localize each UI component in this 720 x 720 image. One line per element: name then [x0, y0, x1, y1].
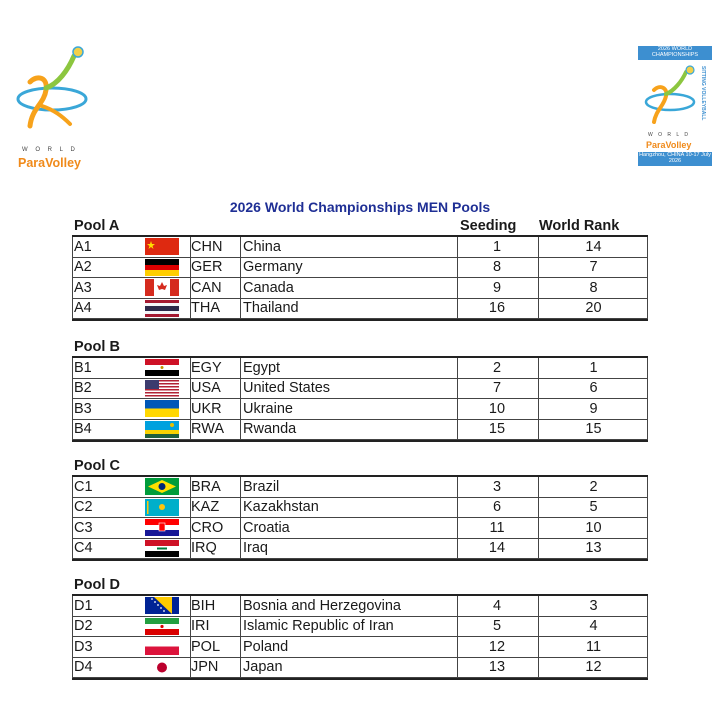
position-cell: B1	[74, 359, 92, 376]
pool-rows	[72, 358, 648, 442]
world-rank-cell: 20	[585, 300, 602, 317]
position-cell: B2	[74, 380, 92, 397]
position-cell: A2	[74, 259, 92, 276]
iran-flag-icon	[145, 618, 179, 635]
table-row	[72, 379, 648, 400]
column-divider	[647, 596, 648, 678]
country-code-cell: IRQ	[191, 540, 217, 557]
paravolley-emblem-icon	[12, 44, 92, 144]
country-code-cell: UKR	[191, 400, 222, 417]
seeding-cell: 14	[488, 540, 506, 557]
pool-header	[72, 575, 648, 596]
seeding-cell: 9	[492, 279, 502, 296]
column-divider	[190, 596, 191, 678]
seeding-cell: 12	[488, 638, 506, 655]
country-name-cell: Bosnia and Herzegovina	[243, 597, 401, 614]
china-flag-icon	[144, 237, 180, 257]
pool-name: Pool C	[74, 458, 120, 474]
thailand-flag-icon	[145, 300, 179, 317]
table-row	[72, 477, 648, 498]
table-row	[72, 399, 648, 420]
country-code-cell: CHN	[191, 238, 223, 255]
rwanda-flag-icon	[145, 421, 179, 438]
country-code-cell: JPN	[191, 659, 219, 676]
pool-d	[72, 575, 648, 680]
country-code-cell: THA	[191, 300, 220, 317]
pool-b	[72, 337, 648, 442]
column-divider	[72, 237, 73, 319]
germany-flag-icon	[145, 259, 179, 276]
country-code-cell: KAZ	[191, 499, 220, 516]
side-text: SITTING VOLLEYBALL	[700, 66, 706, 121]
country-code-cell: GER	[191, 259, 223, 276]
country-name-cell: United States	[243, 380, 331, 397]
position-cell: D4	[74, 659, 93, 676]
column-divider	[647, 237, 648, 319]
country-name-cell: China	[243, 238, 281, 255]
table-row	[72, 596, 648, 617]
table-row	[72, 617, 648, 638]
country-code-cell: RWA	[191, 421, 225, 438]
column-divider	[72, 596, 73, 678]
position-cell: D3	[74, 638, 93, 655]
kazakhstan-flag-icon	[145, 499, 179, 516]
world-rank-cell: 7	[589, 259, 598, 276]
seeding-cell: 15	[488, 421, 506, 438]
column-divider	[72, 477, 73, 559]
seeding-cell: 11	[489, 519, 505, 536]
seeding-cell: 1	[492, 238, 502, 255]
country-name-cell: Brazil	[243, 478, 280, 495]
world-rank-cell: 13	[585, 540, 602, 557]
pool-rows	[72, 237, 648, 321]
country-name-cell: Ukraine	[243, 400, 293, 417]
column-divider	[240, 237, 241, 319]
column-divider	[647, 358, 648, 440]
paravolley-wordmark: ParaVolley	[646, 140, 692, 150]
pool-rows	[72, 477, 648, 561]
page-title: 2026 World Championships MEN Pools	[229, 199, 491, 215]
column-divider	[457, 596, 458, 678]
seeding-cell: 6	[492, 499, 502, 516]
world-rank-cell: 12	[585, 659, 602, 676]
table-row	[72, 539, 648, 560]
world-caption: W O R L D	[648, 132, 690, 138]
position-cell: C4	[74, 540, 93, 557]
brazil-flag-icon	[144, 477, 180, 497]
country-code-cell: USA	[191, 380, 221, 397]
world-rank-cell: 6	[589, 380, 598, 397]
pool-name: Pool B	[74, 339, 120, 355]
world-rank-cell: 8	[589, 279, 598, 296]
bosnia-flag-icon	[144, 596, 180, 616]
position-cell: C2	[74, 499, 93, 516]
country-name-cell: Thailand	[243, 300, 299, 317]
usa-flag-icon	[145, 380, 179, 397]
column-divider	[190, 237, 191, 319]
seeding-header: Seeding	[460, 218, 517, 234]
ukraine-flag-icon	[145, 400, 179, 417]
germany-flag-icon	[144, 258, 180, 278]
country-name-cell: Kazakhstan	[243, 499, 319, 516]
croatia-flag-icon	[145, 519, 179, 536]
usa-flag-icon	[144, 379, 180, 399]
pool-header	[72, 337, 648, 358]
table-row	[72, 498, 648, 519]
pool-a	[72, 216, 648, 321]
championship-logo-right	[634, 44, 716, 172]
world-rank-cell: 11	[585, 638, 602, 655]
world-rank-cell: 14	[585, 238, 602, 255]
world-rank-cell: 15	[585, 421, 602, 438]
position-cell: B4	[74, 421, 92, 438]
seeding-cell: 10	[488, 400, 506, 417]
canada-flag-icon	[145, 279, 179, 296]
world-rank-cell: 9	[589, 400, 598, 417]
seeding-cell: 3	[492, 478, 502, 495]
iran-flag-icon	[144, 617, 180, 637]
thailand-flag-icon	[144, 299, 180, 319]
country-name-cell: Iraq	[243, 540, 268, 557]
brazil-flag-icon	[145, 478, 179, 495]
table-row	[72, 278, 648, 299]
pool-c	[72, 456, 648, 561]
world-rank-cell: 4	[589, 618, 598, 635]
pool-rows	[72, 596, 648, 680]
column-divider	[647, 477, 648, 559]
position-cell: D2	[74, 618, 93, 635]
seeding-cell: 13	[488, 659, 506, 676]
country-code-cell: CRO	[191, 519, 224, 536]
seeding-cell: 8	[492, 259, 502, 276]
table-row	[72, 518, 648, 539]
position-cell: B3	[74, 400, 92, 417]
country-code-cell: POL	[191, 638, 221, 655]
position-cell: A1	[74, 238, 92, 255]
iraq-flag-icon	[144, 539, 180, 559]
paravolley-emblem-icon	[638, 64, 708, 134]
table-row	[72, 637, 648, 658]
country-code-cell: IRI	[191, 618, 210, 635]
paravolley-logo-left	[12, 44, 92, 172]
position-cell: A4	[74, 300, 92, 317]
country-name-cell: Canada	[243, 279, 294, 296]
japan-flag-icon	[145, 659, 179, 676]
world-rank-header: World Rank	[539, 218, 620, 234]
world-rank-cell: 1	[589, 359, 598, 376]
table-row	[72, 299, 648, 320]
position-cell: A3	[74, 279, 92, 296]
column-divider	[190, 477, 191, 559]
column-divider	[538, 358, 539, 440]
seeding-cell: 2	[492, 359, 502, 376]
pool-header	[72, 216, 648, 237]
world-rank-cell: 10	[585, 519, 602, 536]
column-divider	[457, 477, 458, 559]
country-name-cell: Egypt	[243, 359, 281, 376]
seeding-cell: 7	[492, 380, 502, 397]
championship-band-top: 2026 WORLD CHAMPIONSHIPS	[638, 46, 712, 60]
position-cell: D1	[74, 597, 93, 614]
column-divider	[72, 358, 73, 440]
championship-band-bottom: Hangzhou, CHINA 10-17 July 2026	[639, 152, 711, 164]
column-divider	[538, 477, 539, 559]
column-divider	[190, 358, 191, 440]
country-name-cell: Islamic Republic of Iran	[243, 618, 394, 635]
kazakhstan-flag-icon	[144, 498, 180, 518]
table-row	[72, 258, 648, 279]
seeding-cell: 16	[488, 300, 506, 317]
bosnia-flag-icon	[145, 597, 179, 614]
iraq-flag-icon	[145, 540, 179, 557]
country-code-cell: BRA	[191, 478, 221, 495]
column-divider	[240, 358, 241, 440]
poland-flag-icon	[144, 637, 180, 657]
world-rank-cell: 5	[589, 499, 598, 516]
pool-name: Pool A	[74, 218, 120, 234]
poland-flag-icon	[145, 638, 179, 655]
position-cell: C1	[74, 478, 93, 495]
column-divider	[538, 596, 539, 678]
column-divider	[240, 596, 241, 678]
paravolley-wordmark: ParaVolley	[18, 156, 82, 170]
canada-flag-icon	[144, 278, 180, 298]
country-name-cell: Croatia	[243, 519, 290, 536]
position-cell: C3	[74, 519, 93, 536]
column-divider	[457, 358, 458, 440]
column-divider	[538, 237, 539, 319]
world-caption: W O R L D	[22, 147, 78, 153]
ukraine-flag-icon	[144, 399, 180, 419]
country-name-cell: Poland	[243, 638, 289, 655]
country-name-cell: Japan	[243, 659, 283, 676]
egypt-flag-icon	[144, 358, 180, 378]
pool-name: Pool D	[74, 577, 120, 593]
table-row	[72, 420, 648, 441]
croatia-flag-icon	[144, 518, 180, 538]
table-row	[72, 358, 648, 379]
pool-header	[72, 456, 648, 477]
world-rank-cell: 2	[589, 478, 598, 495]
country-code-cell: CAN	[191, 279, 222, 296]
country-code-cell: BIH	[191, 597, 216, 614]
country-name-cell: Rwanda	[243, 421, 297, 438]
column-divider	[457, 237, 458, 319]
rwanda-flag-icon	[144, 420, 180, 440]
table-row	[72, 658, 648, 679]
country-code-cell: EGY	[191, 359, 222, 376]
china-flag-icon	[145, 238, 179, 255]
column-divider	[240, 477, 241, 559]
table-row	[72, 237, 648, 258]
country-name-cell: Germany	[243, 259, 303, 276]
seeding-cell: 4	[492, 597, 502, 614]
world-rank-cell: 3	[589, 597, 598, 614]
seeding-cell: 5	[492, 618, 502, 635]
egypt-flag-icon	[145, 359, 179, 376]
japan-flag-icon	[144, 658, 180, 678]
